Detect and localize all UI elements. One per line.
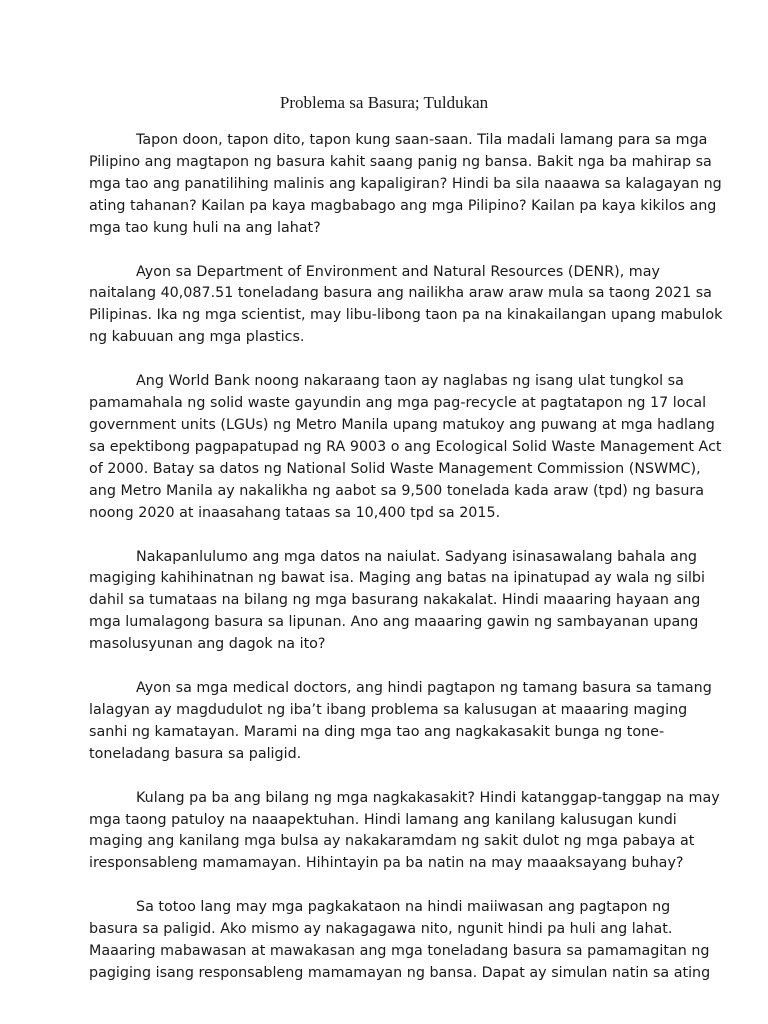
text-line: ng kabuuan ang mga plastics.: [89, 329, 305, 346]
document-title: Problema sa Basura; Tuldukan: [279, 93, 489, 112]
text-line: Pilipinas. Ika ng mga scientist, may libu-libong taon pa na kinakailangan upang mabulok: [89, 307, 723, 324]
text-line: Ayon sa mga medical doctors, ang hindi pagtapon ng tamang basura sa tamang: [136, 680, 712, 697]
text-line: Nakapanlulumo ang mga datos na naiulat. Sadyang isinasawalang bahala ang: [136, 548, 697, 565]
text-line: mga lumalagong basura sa lipunan. Ano ang maaaring gawin ng sambayanan upang: [89, 614, 699, 631]
text-line: government units (LGUs) ng Metro Manila upang matukoy ang puwang at mga hadlang: [89, 416, 715, 433]
paragraph-7: [89, 897, 711, 985]
text-line: Pilipino ang magtapon ng basura kahit saang panig ng bansa. Bakit nga ba mahirap sa: [89, 153, 712, 170]
text-line: of 2000. Batay sa datos ng National Solid Waste Management Commission (NSWMC),: [89, 460, 701, 477]
text-line: noong 2020 at inaasahang tataas sa 10,400 tpd sa 2015.: [89, 504, 501, 521]
paragraph-6: [89, 788, 720, 876]
text-line: naitalang 40,087.51 toneladang basura ang nailikha araw araw mula sa taong 2021 sa: [89, 285, 712, 302]
text-line: Tapon doon, tapon dito, tapon kung saan-saan. Tila madali lamang para sa mga: [136, 132, 708, 148]
text-line: mga taong patuloy na naaapektuhan. Hindi lamang ang kanilang kalusugan kundi: [89, 811, 677, 828]
paragraph-3: [89, 371, 722, 524]
text-line: pamamahala ng solid waste gayundin ang mga pag-recycle at pagtatapon ng 17 local: [89, 395, 707, 412]
text-line: maging ang kanilang mga bulsa ay nakakaramdam ng sakit dulot ng mga pabaya at: [89, 833, 695, 850]
text-line: ating tahanan? Kailan pa kaya magbabago ang mga Pilipino? Kailan pa kaya kikilos ang: [89, 197, 717, 214]
text-line: sanhi ng kamatayan. Marami na ding mga tao ang nagkakasakit bunga ng tone-: [89, 723, 665, 740]
text-line: sa epektibong pagpapatupad ng RA 9003 o ang Ecological Solid Waste Management Act: [89, 438, 722, 455]
text-line: mga tao ang panatilihing malinis ang kapaligiran? Hindi ba sila naaawa sa kalagayan ng: [89, 175, 722, 192]
text-line: toneladang basura sa paligid.: [89, 745, 302, 762]
text-line: mga tao kung huli na ang lahat?: [89, 219, 321, 236]
text-line: iresponsableng mamamayan. Hihintayin pa ba natin na may maaaksayang buhay?: [89, 855, 684, 872]
paragraph-5: [89, 678, 712, 766]
text-line: masolusyunan ang dagok na ito?: [89, 636, 326, 653]
text-line: pagiging isang responsableng mamamayan ng bansa. Dapat ay simulan natin sa ating: [89, 965, 711, 981]
paragraph-4: [89, 547, 705, 657]
text-line: Ang World Bank noong nakaraang taon ay naglabas ng isang ulat tungkol sa: [136, 373, 684, 390]
text-line: Ayon sa Department of Environment and Natural Resources (DENR), may: [136, 263, 660, 280]
text-line: ang Metro Manila ay nakalikha ng aabot sa 9,500 tonelada kada araw (tpd) ng basura: [89, 482, 705, 499]
text-line: Kulang pa ba ang bilang ng mga nagkakasakit? Hindi katanggap-tanggap na may: [136, 789, 720, 806]
text-line: lalagyan ay magdudulot ng iba’t ibang problema sa kalusugan at maaaring maging: [89, 701, 688, 718]
text-line: Sa totoo lang may mga pagkakataon na hindi maiiwasan ang pagtapon ng: [136, 899, 671, 916]
paragraph-2: [89, 262, 723, 350]
text-line: Maaaring mabawasan at mawakasan ang mga toneladang basura sa pamamagitan ng: [89, 943, 710, 960]
text-line: basura sa paligid. Ako mismo ay nakagagawa nito, ngunit hindi pa huli ang lahat.: [89, 921, 673, 938]
paragraph-1: [89, 130, 722, 240]
text-line: dahil sa tumataas na bilang ng mga basurang nakakalat. Hindi maaaring hayaan ang: [89, 592, 701, 609]
text-line: magiging kahihinatnan ng bawat isa. Maging ang batas na ipinatupad ay wala ng silbi: [89, 570, 705, 587]
document-body: [89, 130, 723, 1007]
